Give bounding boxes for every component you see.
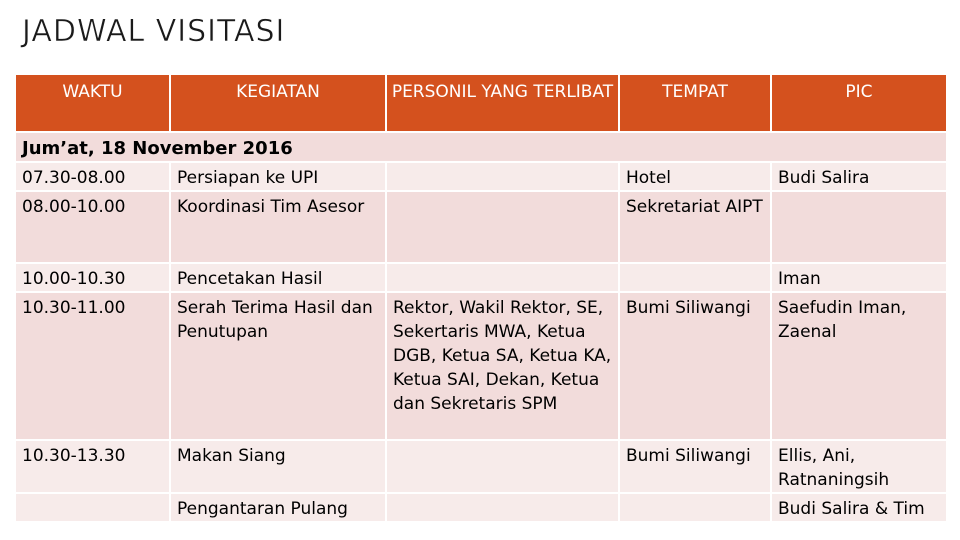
cell-pic: Budi Salira & Tim xyxy=(771,493,947,522)
cell-waktu: 07.30-08.00 xyxy=(15,162,170,191)
header-waktu: WAKTU xyxy=(15,74,170,132)
header-tempat: TEMPAT xyxy=(619,74,771,132)
cell-tempat: Hotel xyxy=(619,162,771,191)
cell-waktu: 10.30-13.30 xyxy=(15,440,170,493)
cell-tempat: Bumi Siliwangi xyxy=(619,292,771,440)
table-row xyxy=(15,263,947,292)
cell-kegiatan: Persiapan ke UPI xyxy=(170,162,386,191)
cell-pic: Saefudin Iman, Zaenal xyxy=(771,292,947,440)
cell-tempat xyxy=(619,493,771,522)
table-header-row xyxy=(15,74,947,132)
cell-waktu: 10.00-10.30 xyxy=(15,263,170,292)
cell-pic: Ellis, Ani, Ratnaningsih xyxy=(771,440,947,493)
page-title: JADWAL VISITASI xyxy=(22,14,286,49)
header-kegiatan: KEGIATAN xyxy=(170,74,386,132)
cell-waktu: 10.30-11.00 xyxy=(15,292,170,440)
cell-tempat: Bumi Siliwangi xyxy=(619,440,771,493)
cell-pic xyxy=(771,191,947,263)
date-cell: Jum’at, 18 November 2016 xyxy=(15,132,947,162)
table-row xyxy=(15,191,947,263)
cell-personil xyxy=(386,440,619,493)
cell-tempat xyxy=(619,263,771,292)
table-row xyxy=(15,292,947,440)
table-row xyxy=(15,162,947,191)
cell-pic: Budi Salira xyxy=(771,162,947,191)
cell-kegiatan: Makan Siang xyxy=(170,440,386,493)
date-row xyxy=(15,132,947,162)
cell-kegiatan: Pengantaran Pulang xyxy=(170,493,386,522)
cell-kegiatan: Pencetakan Hasil xyxy=(170,263,386,292)
header-personil: PERSONIL YANG TERLIBAT xyxy=(386,74,619,132)
cell-waktu xyxy=(15,493,170,522)
cell-personil xyxy=(386,191,619,263)
cell-kegiatan: Serah Terima Hasil dan Penutupan xyxy=(170,292,386,440)
table-row xyxy=(15,440,947,493)
cell-pic: Iman xyxy=(771,263,947,292)
header-pic: PIC xyxy=(771,74,947,132)
cell-tempat: Sekretariat AIPT xyxy=(619,191,771,263)
cell-personil xyxy=(386,263,619,292)
cell-waktu: 08.00-10.00 xyxy=(15,191,170,263)
cell-personil xyxy=(386,493,619,522)
cell-personil xyxy=(386,162,619,191)
cell-kegiatan: Koordinasi Tim Asesor xyxy=(170,191,386,263)
cell-personil: Rektor, Wakil Rektor, SE, Sekertaris MWA, Ketua DGB, Ketua SA, Ketua KA, Ketua SAI, Dekan, Ketua dan Sekretaris SPM xyxy=(386,292,619,440)
table-row xyxy=(15,493,947,522)
schedule-table xyxy=(14,73,948,523)
